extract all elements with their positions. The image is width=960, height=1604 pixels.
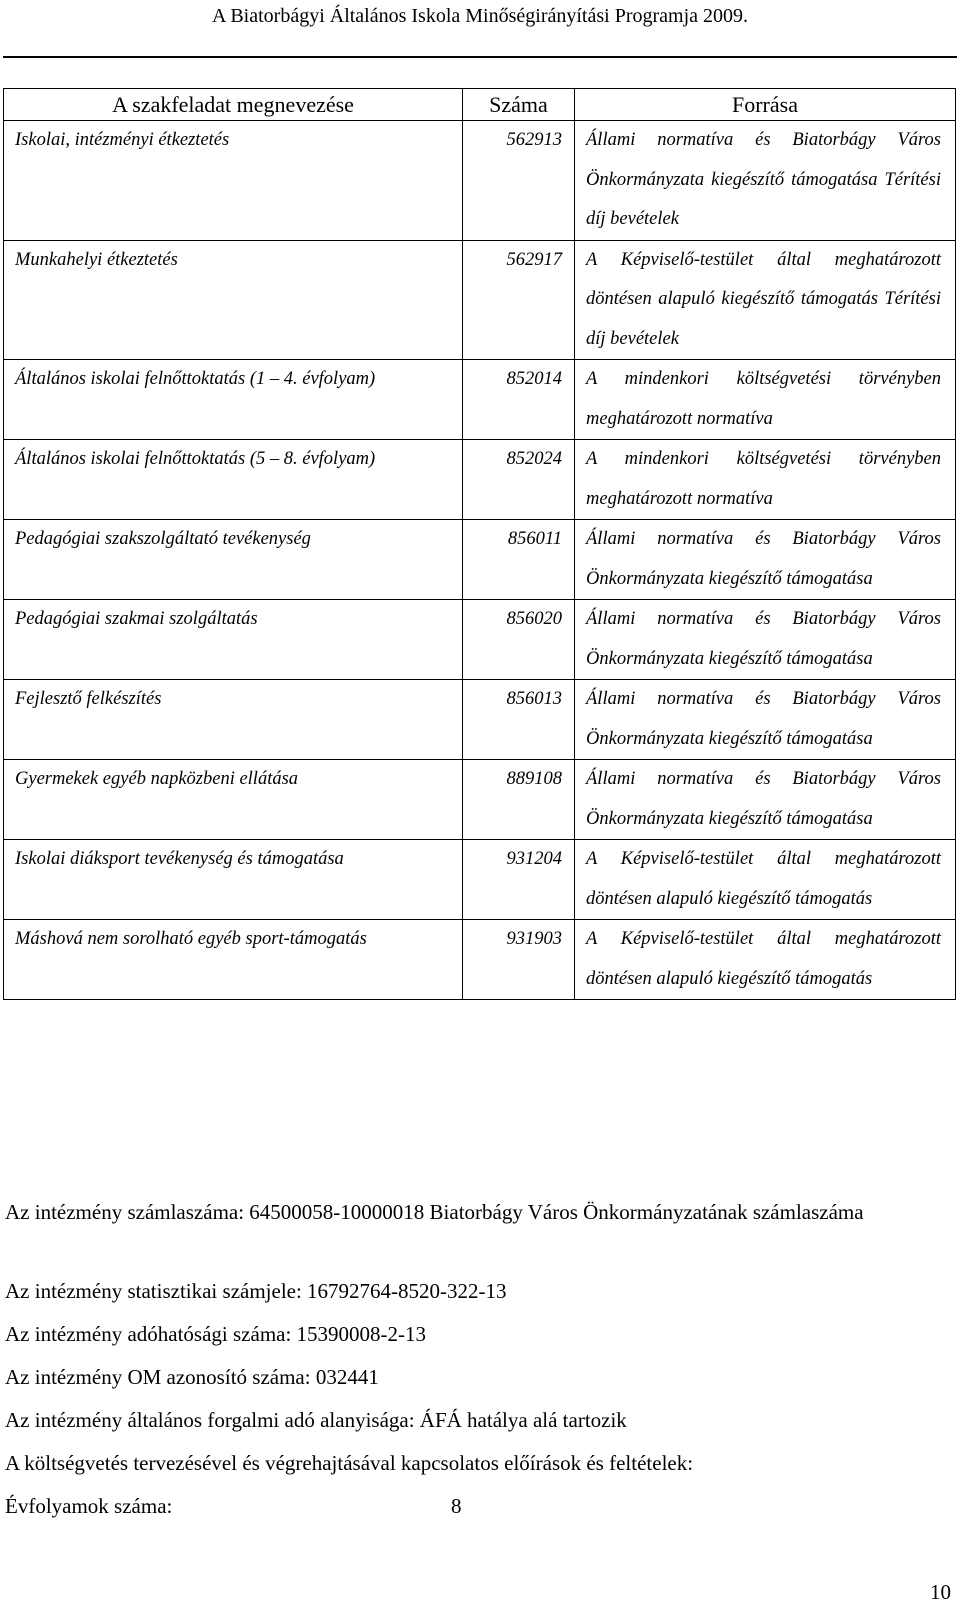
row-source: A mindenkori költségvetési törvényben meghatározott normatíva	[575, 360, 956, 440]
statistical-code-text: Az intézmény statisztikai számjele: 16792764-8520-322-13	[5, 1279, 507, 1303]
vat-status-text: Az intézmény általános forgalmi adó alanyisága: ÁFÁ hatálya alá tartozik	[5, 1408, 627, 1432]
row-number: 856020	[463, 600, 575, 680]
table-row	[4, 760, 956, 840]
budget-requirements-text: A költségvetés tervezésével és végrehajtásával kapcsolatos előírások és feltételek:	[5, 1451, 694, 1475]
row-name: Iskolai, intézményi étkeztetés	[4, 121, 463, 241]
row-number: 852014	[463, 360, 575, 440]
budget-table	[3, 88, 956, 1000]
row-name: Pedagógiai szakszolgáltató tevékenység	[4, 520, 463, 600]
table-row	[4, 520, 956, 600]
row-name: Általános iskolai felnőttoktatás (1 – 4. évfolyam)	[4, 360, 463, 440]
page-number: 10	[930, 1580, 951, 1604]
account-number-text: Az intézmény számlaszáma: 64500058-10000018 Biatorbágy Város Önkormányzatának számlaszáma	[5, 1200, 864, 1224]
row-source: A Képviselő-testület által meghatározott döntésen alapuló kiegészítő támogatás	[575, 840, 956, 920]
tax-number-text: Az intézmény adóhatósági száma: 15390008-2-13	[5, 1322, 427, 1346]
row-name: Máshová nem sorolható egyéb sport-támogatás	[4, 920, 463, 1000]
row-name: Munkahelyi étkeztetés	[4, 240, 463, 360]
row-number: 852024	[463, 440, 575, 520]
table-row	[4, 840, 956, 920]
row-number: 931903	[463, 920, 575, 1000]
table-row	[4, 240, 956, 360]
row-number: 889108	[463, 760, 575, 840]
row-source: Állami normatíva és Biatorbágy Város Önkormányzata kiegészítő támogatása	[575, 760, 956, 840]
om-identifier-text: Az intézmény OM azonosító száma: 032441	[5, 1365, 379, 1389]
row-source: Állami normatíva és Biatorbágy Város Önkormányzata kiegészítő támogatása	[575, 600, 956, 680]
row-source: A Képviselő-testület által meghatározott döntésen alapuló kiegészítő támogatás	[575, 920, 956, 1000]
page-header: A Biatorbágyi Általános Iskola Minőségirányítási Programja 2009.	[211, 5, 749, 27]
row-number: 931204	[463, 840, 575, 920]
table-row	[4, 680, 956, 760]
grade-count-line	[5, 1494, 950, 1518]
column-header-number: Száma	[463, 89, 575, 121]
grade-count-value: 8	[451, 1494, 462, 1518]
table-header-row	[4, 89, 956, 121]
column-header-name: A szakfeladat megnevezése	[4, 89, 463, 121]
table-row	[4, 920, 956, 1000]
table-row	[4, 440, 956, 520]
row-source: A Képviselő-testület által meghatározott döntésen alapuló kiegészítő támogatás Térítési díj bevételek	[575, 240, 956, 360]
column-header-source: Forrása	[575, 89, 956, 121]
row-name: Gyermekek egyéb napközbeni ellátása	[4, 760, 463, 840]
row-source: Állami normatíva és Biatorbágy Város Önkormányzata kiegészítő támogatása	[575, 520, 956, 600]
row-source: Állami normatíva és Biatorbágy Város Önkormányzata kiegészítő támogatása	[575, 680, 956, 760]
row-name: Fejlesztő felkészítés	[4, 680, 463, 760]
table-row	[4, 360, 956, 440]
grade-count-label: Évfolyamok száma:	[5, 1494, 173, 1518]
row-name: Pedagógiai szakmai szolgáltatás	[4, 600, 463, 680]
row-number: 562917	[463, 240, 575, 360]
table-row	[4, 121, 956, 241]
row-number: 856013	[463, 680, 575, 760]
row-source: A mindenkori költségvetési törvényben meghatározott normatíva	[575, 440, 956, 520]
row-name: Iskolai diáksport tevékenység és támogatása	[4, 840, 463, 920]
row-number: 562913	[463, 121, 575, 241]
row-source: Állami normatíva és Biatorbágy Város Önkormányzata kiegészítő támogatása Térítési díj bevételek	[575, 121, 956, 241]
row-name: Általános iskolai felnőttoktatás (5 – 8. évfolyam)	[4, 440, 463, 520]
table-row	[4, 600, 956, 680]
row-number: 856011	[463, 520, 575, 600]
header-divider	[3, 56, 957, 58]
